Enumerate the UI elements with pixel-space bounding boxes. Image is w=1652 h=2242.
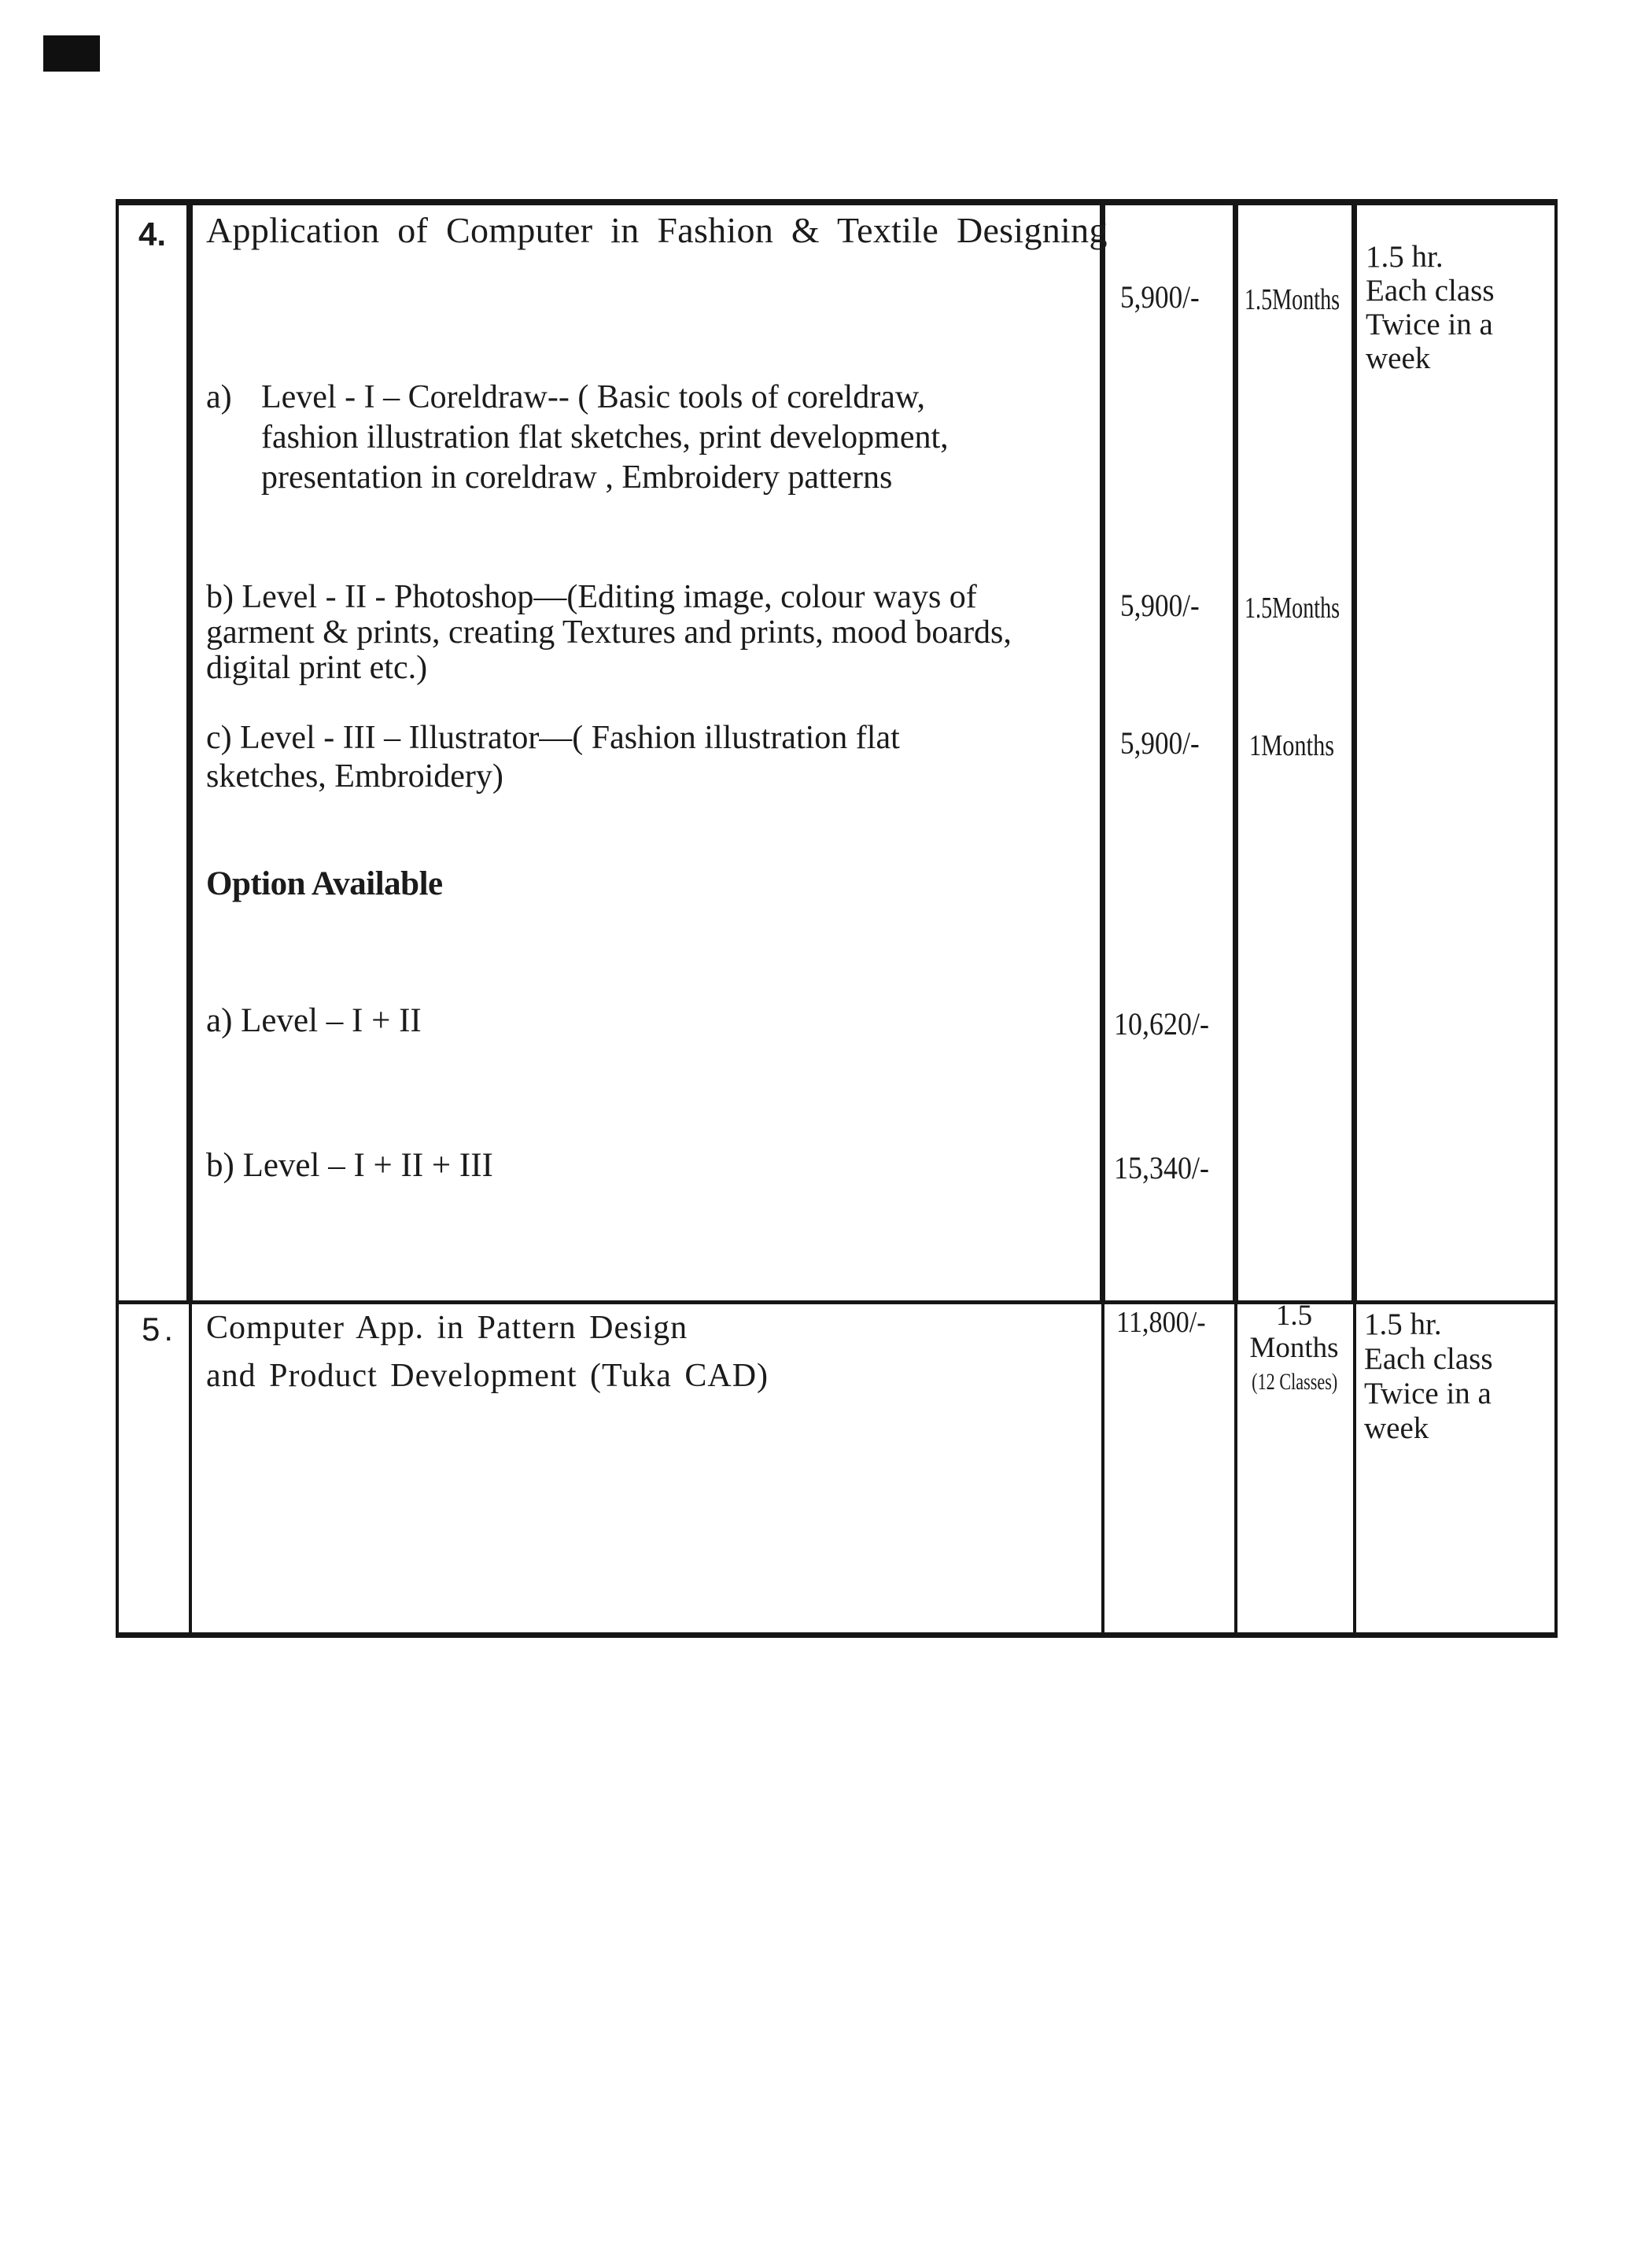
row5-fee-value: 11,800/- <box>1116 1306 1206 1339</box>
item-b-line2: garment & prints, creating Textures and prints, mood boards, <box>206 614 1012 651</box>
row4-duration-level2 <box>1245 591 1374 625</box>
row4-duration-level1-value: 1.5Months <box>1245 283 1340 316</box>
row4-item-b <box>206 580 1012 686</box>
item-a-line1-text: Level - I – Coreldraw-- ( Basic tools of coreldraw, <box>261 379 925 415</box>
row4-option-heading: Option Available <box>206 865 443 902</box>
row5-schedule-line3: Twice in a <box>1364 1377 1492 1410</box>
row4-fee-level3-value: 5,900/- <box>1120 725 1200 761</box>
row4-fee-option-a-value: 10,620/- <box>1114 1006 1209 1042</box>
row5-number: 5. <box>142 1311 178 1348</box>
column-divider-duration-row4 <box>1233 205 1238 1300</box>
row5-schedule-line1: 1.5 hr. <box>1364 1307 1442 1341</box>
row5-schedule-line2: Each class <box>1364 1342 1493 1376</box>
scan-artifact-mark <box>43 35 100 72</box>
row5-title-line1: Computer App. in Pattern Design <box>206 1310 688 1346</box>
row5-schedule <box>1364 1307 1493 1446</box>
row4-schedule-line2: Each class <box>1366 274 1495 308</box>
row4-duration-level3-value: 1Months <box>1249 729 1335 762</box>
row4-item-a <box>206 378 949 498</box>
item-b-line3: digital print etc.) <box>206 650 428 686</box>
row4-option-b: b) Level – I + II + III <box>206 1147 493 1184</box>
row5-duration-line2: Months <box>1249 1332 1339 1364</box>
row4-fee-option-a <box>1114 1005 1219 1042</box>
row4-schedule-line1: 1.5 hr. <box>1366 240 1444 274</box>
row4-schedule-line3: Twice in a <box>1366 308 1493 341</box>
row4-duration-level1 <box>1245 282 1374 317</box>
item-a-marker: a) <box>206 379 232 415</box>
row4-schedule-line4: week <box>1366 341 1431 375</box>
row4-course-title: Application of Computer in Fashion & Textile Designing <box>206 210 1108 250</box>
row4-fee-option-b <box>1114 1149 1219 1186</box>
column-divider-fee-row5 <box>1101 1304 1104 1636</box>
column-divider-fee-row4 <box>1100 205 1105 1300</box>
row5-title-line2: and Product Development (Tuka CAD) <box>206 1358 769 1394</box>
item-a-line2: fashion illustration flat sketches, print development, <box>261 419 949 455</box>
row4-item-c <box>206 719 900 796</box>
row5-schedule-line4: week <box>1364 1411 1429 1445</box>
column-divider-number-row4 <box>186 205 193 1300</box>
item-c-line2: sketches, Embroidery) <box>206 758 503 795</box>
row4-fee-option-b-value: 15,340/- <box>1114 1150 1209 1186</box>
item-b-line1: b) Level - II - Photoshop—(Editing image, colour ways of <box>206 579 977 615</box>
row5-duration-classes: (12 Classes) <box>1252 1369 1338 1395</box>
row4-schedule <box>1366 240 1495 375</box>
item-a-line3: presentation in coreldraw , Embroidery patterns <box>261 459 893 496</box>
row4-fee-level3 <box>1120 725 1210 761</box>
row4-fee-level2-value: 5,900/- <box>1120 588 1200 623</box>
row5-duration <box>1237 1300 1351 1398</box>
row5-duration-line1: 1.5 <box>1275 1300 1313 1332</box>
column-divider-schedule-row5 <box>1353 1304 1356 1636</box>
item-a-line1 <box>206 378 949 418</box>
row4-fee-level1 <box>1120 278 1210 315</box>
item-c-line1: c) Level - III – Illustrator—( Fashion illustration flat <box>206 720 900 756</box>
row5-course-title <box>206 1304 769 1400</box>
row4-number: 4. <box>138 216 167 253</box>
row4-fee-level2 <box>1120 587 1210 624</box>
row4-duration-level3 <box>1249 728 1355 763</box>
row4-duration-level2-value: 1.5Months <box>1245 592 1340 625</box>
column-divider-number-row5 <box>189 1304 192 1636</box>
row5-duration-line3 <box>1237 1364 1351 1398</box>
row4-fee-level1-value: 5,900/- <box>1120 279 1200 315</box>
row5-fee <box>1116 1305 1215 1340</box>
row4-option-a: a) Level – I + II <box>206 1002 422 1039</box>
